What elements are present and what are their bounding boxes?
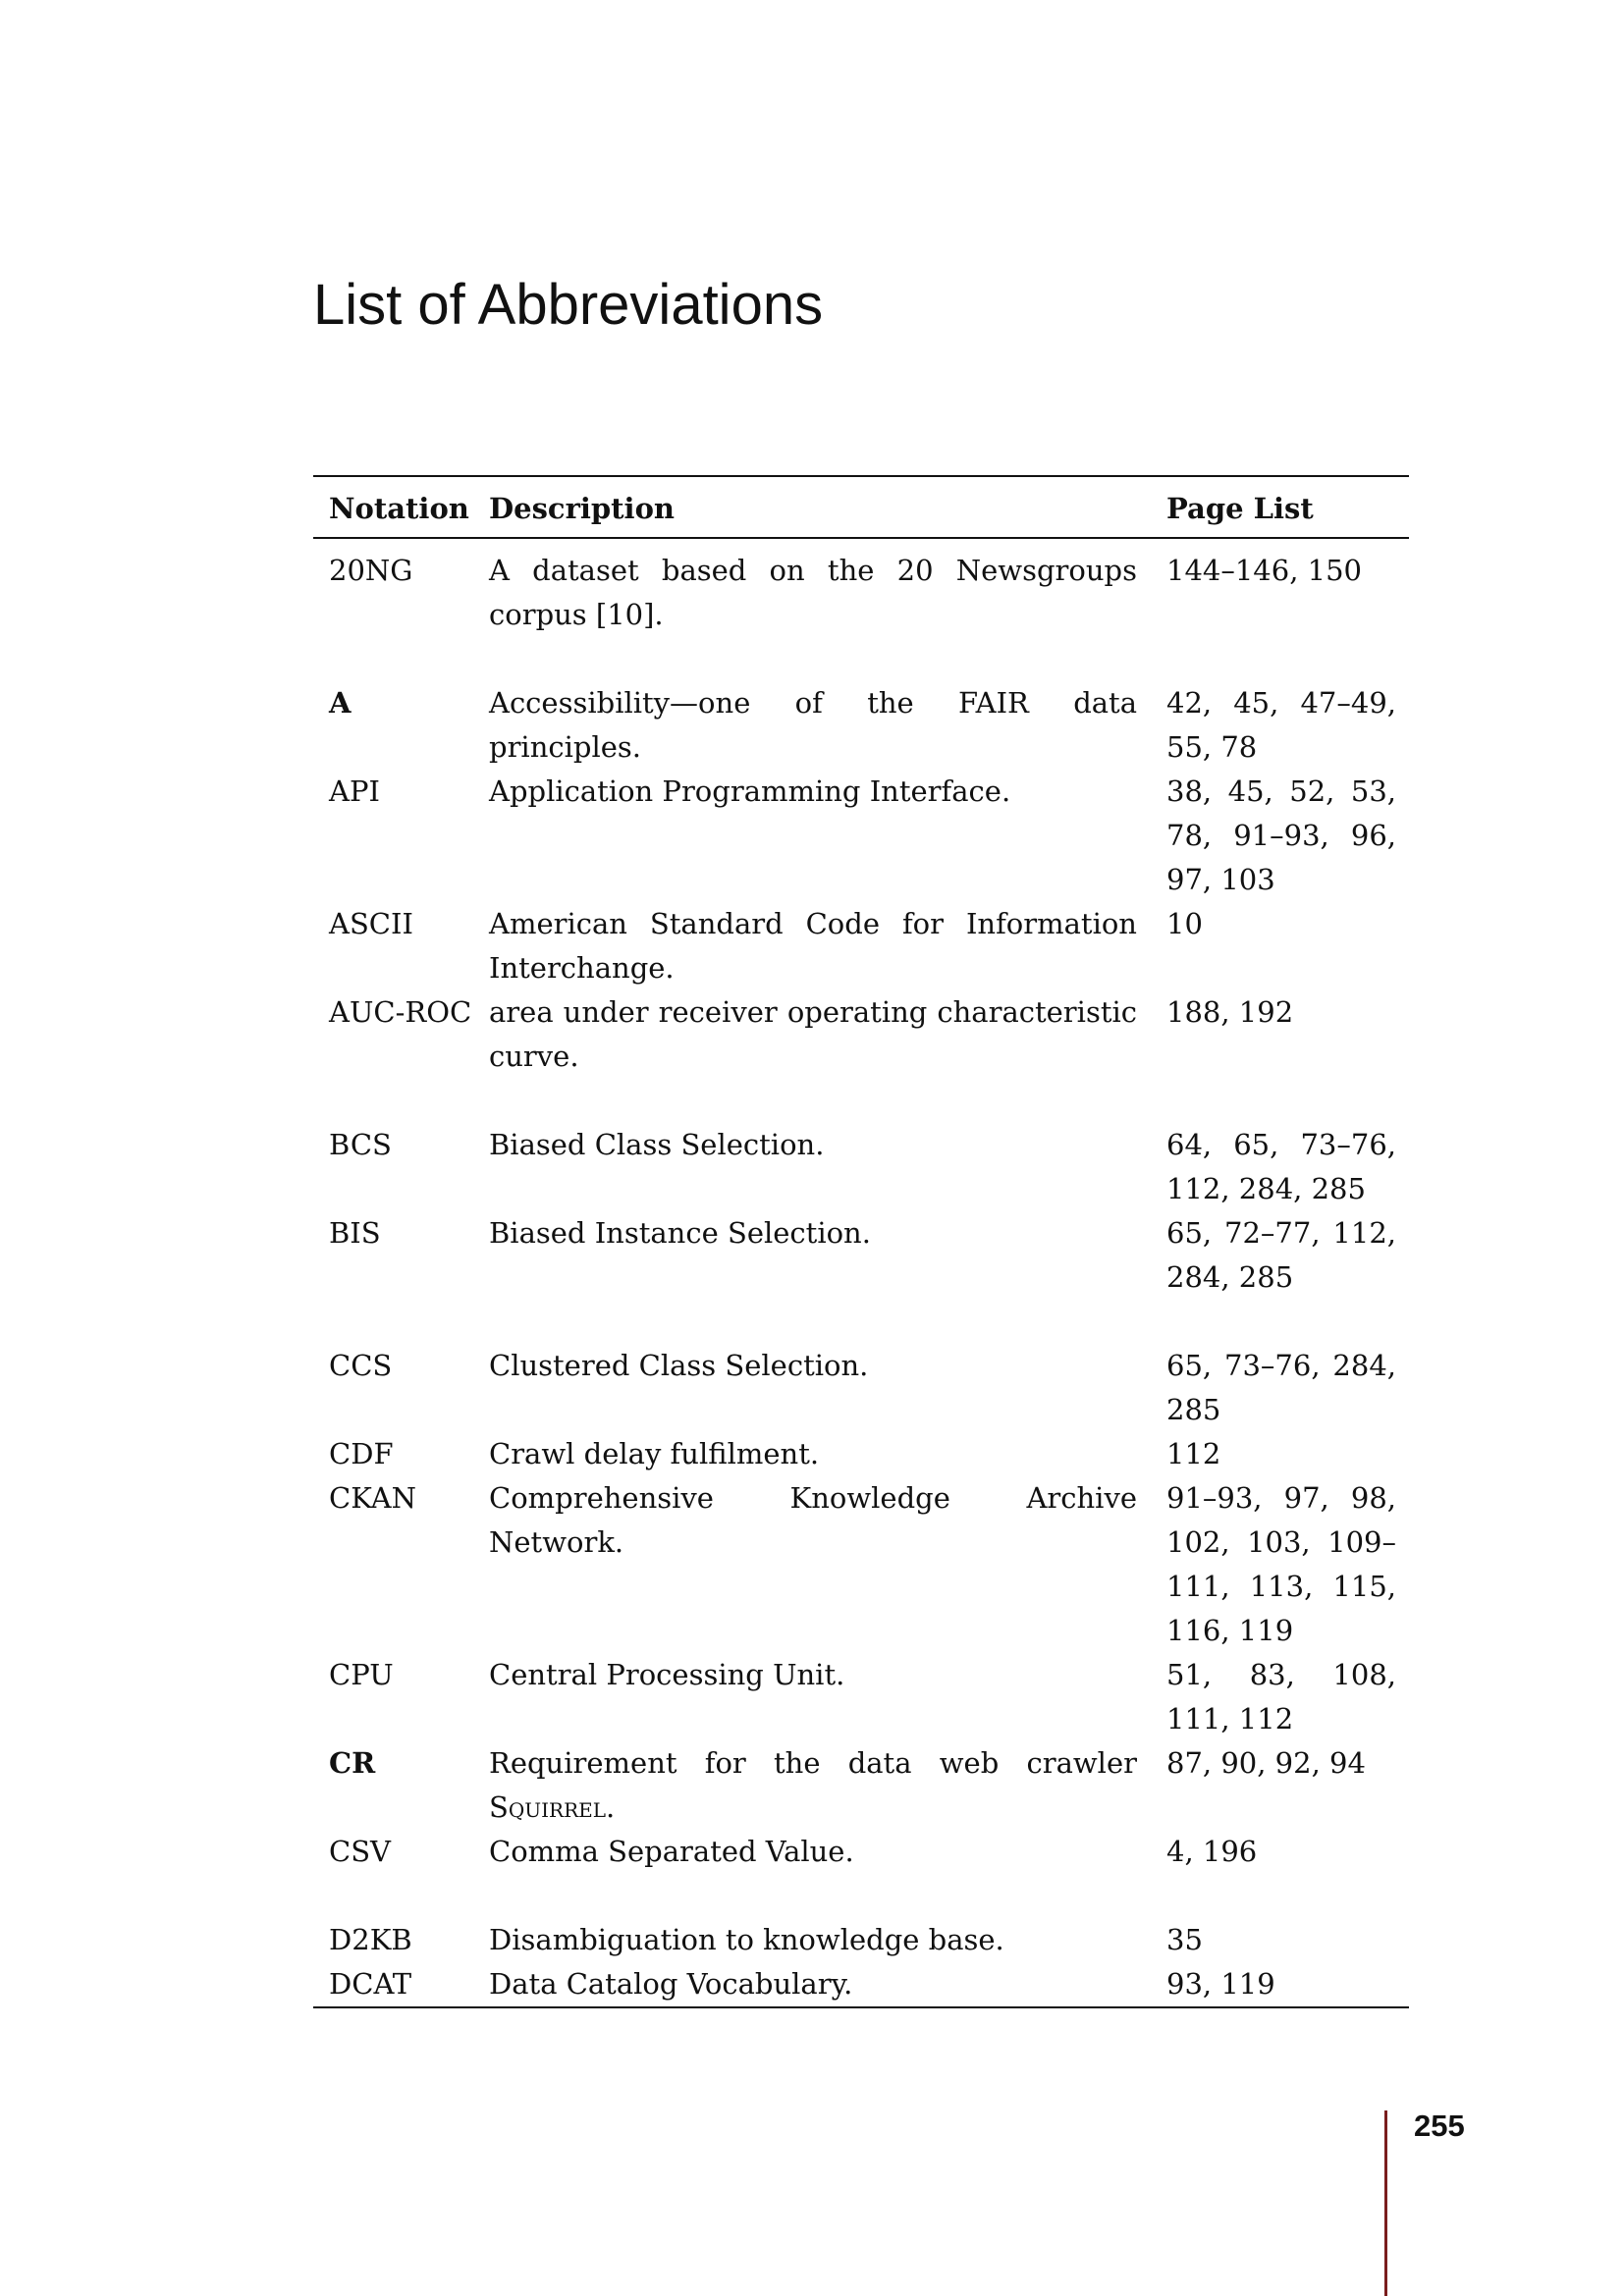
- notation-cell: A: [329, 686, 352, 720]
- notation-cell: API: [329, 774, 380, 808]
- page-list-cell: 38, 45, 52, 53, 78, 91–93, 96, 97, 103: [1166, 774, 1396, 896]
- description-smallcaps: Squirrel: [489, 1790, 607, 1824]
- notation-cell: CKAN: [329, 1481, 416, 1515]
- description-text: Disambiguation to knowledge base.: [489, 1923, 1004, 1956]
- page-edge-bar: [1384, 2110, 1387, 2296]
- description-text: American Standard Code for Information Interchange.: [489, 907, 1137, 985]
- description-cell: [489, 1741, 1137, 1830]
- page-list-cell: 65, 73–76, 284, 285: [1166, 1349, 1396, 1426]
- table-row: [313, 1830, 1409, 1874]
- table-row: [313, 1211, 1409, 1300]
- description-cell: [489, 1653, 1137, 1697]
- notation-cell: CR: [329, 1746, 376, 1780]
- description-cell: [489, 1344, 1137, 1388]
- description-cell: [489, 1123, 1137, 1167]
- page-list-cell: 51, 83, 108, 111, 112: [1166, 1658, 1396, 1735]
- page-list-cell: 93, 119: [1166, 1967, 1275, 2001]
- header-description: Description: [489, 492, 675, 525]
- page-list-cell: 35: [1166, 1923, 1203, 1956]
- description-text: Requirement for the data web crawler: [489, 1746, 1137, 1780]
- description-text: Crawl delay fulfilment.: [489, 1437, 820, 1470]
- description-text: area under receiver operating characteristic curve.: [489, 995, 1137, 1073]
- page-list-cell: 112: [1166, 1437, 1221, 1470]
- table-row: [313, 1123, 1409, 1211]
- table-row: [313, 990, 1409, 1079]
- description-cell: [489, 1476, 1137, 1565]
- table-row: [313, 1432, 1409, 1476]
- notation-cell: AUC-ROC: [329, 995, 472, 1029]
- abbreviations-table: [313, 475, 1409, 2008]
- page-list-cell: 65, 72–77, 112, 284, 285: [1166, 1216, 1396, 1294]
- page-list-cell: 64, 65, 73–76, 112, 284, 285: [1166, 1128, 1396, 1205]
- description-text: Comma Separated Value.: [489, 1835, 854, 1868]
- table-bottom-rule: [313, 2006, 1409, 2008]
- description-text: Data Catalog Vocabulary.: [489, 1967, 853, 2001]
- description-text: Accessibility—one of the FAIR data principles.: [489, 686, 1137, 764]
- notation-cell: ASCII: [329, 907, 413, 940]
- page-list-cell: 144–146, 150: [1166, 554, 1362, 587]
- table-row: [313, 1653, 1409, 1741]
- description-cell: [489, 1211, 1137, 1255]
- description-text: Biased Class Selection.: [489, 1128, 825, 1161]
- page-list-cell: 4, 196: [1166, 1835, 1258, 1868]
- table-row: [313, 902, 1409, 990]
- header-notation: Notation: [329, 492, 469, 525]
- notation-cell: CPU: [329, 1658, 394, 1691]
- notation-cell: BIS: [329, 1216, 381, 1250]
- notation-cell: BCS: [329, 1128, 392, 1161]
- table-row: [313, 549, 1409, 637]
- description-text: Application Programming Interface.: [489, 774, 1011, 808]
- page-number: 255: [1414, 2109, 1465, 2143]
- notation-cell: DCAT: [329, 1967, 412, 2001]
- table-row: [313, 1741, 1409, 1830]
- description-text: Central Processing Unit.: [489, 1658, 845, 1691]
- header-page-list: Page List: [1166, 492, 1314, 525]
- table-row: [313, 1962, 1409, 2006]
- description-text: A dataset based on the 20 Newsgroups corpus [10].: [489, 554, 1137, 631]
- description-cell: [489, 1830, 1137, 1874]
- description-text: Clustered Class Selection.: [489, 1349, 869, 1382]
- description-end: .: [606, 1790, 616, 1824]
- notation-cell: CCS: [329, 1349, 393, 1382]
- page-list-cell: 188, 192: [1166, 995, 1294, 1029]
- description-cell: [489, 770, 1137, 814]
- notation-cell: 20NG: [329, 554, 413, 587]
- notation-cell: CDF: [329, 1437, 394, 1470]
- description-cell: [489, 681, 1137, 770]
- table-body: [313, 539, 1409, 2006]
- page-list-cell: 87, 90, 92, 94: [1166, 1746, 1366, 1780]
- notation-cell: D2KB: [329, 1923, 412, 1956]
- table-row: [313, 770, 1409, 902]
- table-row: [313, 1476, 1409, 1653]
- description-text: Comprehensive Knowledge Archive Network.: [489, 1481, 1137, 1559]
- description-cell: [489, 990, 1137, 1079]
- table-header: [313, 477, 1409, 537]
- page-list-cell: 91–93, 97, 98, 102, 103, 109–111, 113, 115, 116, 119: [1166, 1481, 1396, 1647]
- page-list-cell: 10: [1166, 907, 1203, 940]
- table-row: [313, 681, 1409, 770]
- description-text: Biased Instance Selection.: [489, 1216, 871, 1250]
- page-list-cell: 42, 45, 47–49, 55, 78: [1166, 686, 1396, 764]
- description-cell: [489, 1962, 1137, 2006]
- description-cell: [489, 1918, 1137, 1962]
- description-cell: [489, 1432, 1137, 1476]
- page-title: List of Abbreviations: [313, 273, 824, 337]
- table-row: [313, 1918, 1409, 1962]
- description-cell: [489, 902, 1137, 990]
- table-row: [313, 1344, 1409, 1432]
- notation-cell: CSV: [329, 1835, 391, 1868]
- description-cell: [489, 549, 1137, 637]
